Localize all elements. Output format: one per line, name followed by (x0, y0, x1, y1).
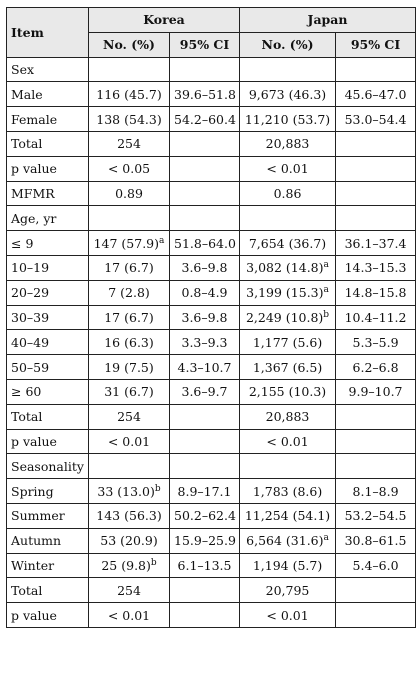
cell-text: 51.8–64.0 (174, 235, 236, 251)
header-korea-ci: 95% CI (170, 32, 240, 57)
table-row (7, 330, 416, 355)
row-label (7, 206, 89, 231)
table-row (7, 131, 416, 156)
table-row (7, 82, 416, 107)
row-label (7, 429, 89, 454)
table-row (7, 206, 416, 231)
table-cell (336, 131, 416, 156)
cell-text: 8.1–8.9 (352, 483, 399, 499)
row-label (7, 528, 89, 553)
table-cell (170, 330, 240, 355)
table-cell (170, 206, 240, 231)
cell-text: Sex (11, 61, 35, 77)
cell-text: Total (11, 136, 43, 152)
cell-text: 10.4–11.2 (344, 309, 407, 325)
cell-text: ≤ 9 (11, 235, 34, 251)
cell-text: 1,367 (6.5) (252, 359, 323, 375)
table-cell (240, 553, 336, 578)
table-row (7, 280, 416, 305)
cell-text: 9.9–10.7 (348, 384, 403, 400)
row-label (7, 379, 89, 404)
table-cell (336, 231, 416, 256)
row-label (7, 57, 89, 82)
cell-text: 2,155 (10.3) (248, 384, 327, 400)
header-row-groups (7, 8, 416, 33)
table-row (7, 553, 416, 578)
data-table (6, 7, 416, 628)
table-cell (336, 479, 416, 504)
table-row (7, 231, 416, 256)
cell-text: p value (11, 607, 57, 623)
row-label (7, 305, 89, 330)
cell-text: 14.8–15.8 (344, 285, 407, 301)
table-cell (240, 454, 336, 479)
table-cell (240, 107, 336, 132)
table-cell (240, 429, 336, 454)
table-row (7, 528, 416, 553)
table-cell (170, 355, 240, 380)
cell-text: 9,673 (46.3) (248, 86, 327, 102)
table-cell (170, 603, 240, 628)
cell-text: 3,082 (14.8) (246, 260, 324, 276)
table-cell (89, 156, 170, 181)
cell-text: 138 (54.3) (96, 111, 162, 127)
footnote-marker: b (150, 557, 157, 568)
table-cell (336, 503, 416, 528)
table-cell (240, 305, 336, 330)
table-cell (336, 553, 416, 578)
row-label (7, 280, 89, 305)
table-cell (89, 280, 170, 305)
table-cell (240, 330, 336, 355)
footnote-marker: a (323, 532, 329, 543)
table-cell (240, 231, 336, 256)
cell-text: 6.2–6.8 (352, 359, 399, 375)
cell-text: 6.1–13.5 (177, 557, 232, 573)
table-cell (170, 379, 240, 404)
row-label (7, 578, 89, 603)
table-cell (336, 330, 416, 355)
table-cell (170, 255, 240, 280)
table-cell (336, 603, 416, 628)
cell-text: 30.8–61.5 (344, 533, 407, 549)
cell-text: 53 (20.9) (100, 533, 158, 549)
table-cell (336, 181, 416, 206)
table-cell (89, 454, 170, 479)
cell-text: 53.2–54.5 (344, 508, 407, 524)
table-row (7, 503, 416, 528)
table-cell (89, 503, 170, 528)
cell-text: 54.2–60.4 (174, 111, 236, 127)
table-cell (170, 107, 240, 132)
cell-text: 5.4–6.0 (352, 557, 399, 573)
table-row (7, 255, 416, 280)
cell-text: 19 (7.5) (104, 359, 154, 375)
table-row (7, 57, 416, 82)
table-cell (336, 578, 416, 603)
table-cell (240, 355, 336, 380)
cell-text: 254 (117, 582, 141, 598)
table-cell (170, 454, 240, 479)
table-cell (89, 131, 170, 156)
table-cell (170, 553, 240, 578)
table-row (7, 479, 416, 504)
table-cell (89, 255, 170, 280)
cell-text: Female (11, 111, 58, 127)
footnote-marker: b (154, 483, 161, 494)
cell-text: 20,883 (265, 136, 310, 152)
table-row (7, 107, 416, 132)
table-cell (89, 107, 170, 132)
cell-text: 25 (9.8) (101, 557, 151, 573)
table-cell (240, 82, 336, 107)
table-cell (170, 181, 240, 206)
table-cell (170, 131, 240, 156)
cell-text: 254 (117, 409, 141, 425)
cell-text: 0.86 (273, 185, 302, 201)
cell-text: Winter (11, 557, 55, 573)
cell-text: 20–29 (11, 285, 50, 301)
table-cell (336, 379, 416, 404)
header-japan-no: No. (%) (240, 32, 336, 57)
table-cell (170, 429, 240, 454)
cell-text: 40–49 (11, 334, 50, 350)
row-label (7, 404, 89, 429)
table-cell (89, 479, 170, 504)
cell-text: 10–19 (11, 260, 50, 276)
table-cell (170, 479, 240, 504)
footnote-marker: a (323, 285, 329, 295)
header-japan: Japan (240, 8, 416, 33)
table-row (7, 305, 416, 330)
table-cell (240, 156, 336, 181)
cell-text: 1,177 (5.6) (252, 334, 323, 350)
table-cell (170, 231, 240, 256)
cell-text: 11,210 (53.7) (244, 111, 331, 127)
cell-text: < 0.01 (107, 433, 151, 449)
cell-text: 116 (45.7) (96, 86, 162, 102)
cell-text: Male (11, 86, 43, 102)
table-cell (336, 429, 416, 454)
table-body (7, 57, 416, 627)
row-label (7, 181, 89, 206)
cell-text: 16 (6.3) (104, 334, 154, 350)
cell-text: 0.89 (115, 185, 143, 201)
table-row (7, 379, 416, 404)
table-cell (336, 404, 416, 429)
cell-text: 39.6–51.8 (174, 86, 236, 102)
table-cell (89, 330, 170, 355)
table-cell (336, 280, 416, 305)
cell-text: 36.1–37.4 (344, 235, 407, 251)
cell-text: 20,883 (265, 409, 310, 425)
footnote-marker: a (159, 235, 165, 246)
cell-text: 4.3–10.7 (177, 359, 232, 375)
cell-text: 50.2–62.4 (174, 508, 236, 524)
table-cell (336, 355, 416, 380)
table-cell (336, 305, 416, 330)
row-label (7, 131, 89, 156)
cell-text: 14.3–15.3 (344, 260, 407, 276)
row-label (7, 503, 89, 528)
cell-text: 7 (2.8) (108, 285, 150, 301)
table-cell (240, 131, 336, 156)
table-row (7, 578, 416, 603)
table-cell (240, 578, 336, 603)
cell-text: 3.6–9.8 (181, 260, 228, 276)
table-cell (240, 280, 336, 305)
table-cell (170, 305, 240, 330)
row-label (7, 82, 89, 107)
row-label (7, 479, 89, 504)
row-label (7, 355, 89, 380)
cell-text: 0.8–4.9 (181, 285, 228, 301)
row-label (7, 107, 89, 132)
cell-text: 2,249 (10.8) (245, 309, 324, 325)
cell-text: Total (11, 409, 43, 425)
table-cell (240, 379, 336, 404)
cell-text: 33 (13.0) (97, 483, 155, 499)
table-cell (89, 429, 170, 454)
table-row (7, 156, 416, 181)
cell-text: 1,783 (8.6) (252, 483, 323, 499)
cell-text: < 0.05 (107, 161, 151, 177)
table-cell (336, 528, 416, 553)
cell-text: 1,194 (5.7) (252, 557, 323, 573)
table-cell (240, 206, 336, 231)
table-cell (170, 578, 240, 603)
table-row (7, 404, 416, 429)
cell-text: 45.6–47.0 (344, 86, 407, 102)
table-cell (89, 355, 170, 380)
footnote-marker: b (323, 309, 330, 320)
header-korea-no: No. (%) (89, 32, 170, 57)
cell-text: 3.3–9.3 (181, 334, 228, 350)
table-cell (336, 255, 416, 280)
table-cell (89, 603, 170, 628)
cell-text: 11,254 (54.1) (244, 508, 331, 524)
cell-text: 143 (56.3) (96, 508, 162, 524)
cell-text: 31 (6.7) (104, 384, 154, 400)
table-cell (89, 305, 170, 330)
table-cell (89, 379, 170, 404)
cell-text: 3.6–9.7 (181, 384, 228, 400)
table-cell (89, 181, 170, 206)
table-cell (240, 528, 336, 553)
cell-text: 50–59 (11, 359, 50, 375)
cell-text: ≥ 60 (11, 384, 42, 400)
cell-text: 15.9–25.9 (174, 533, 236, 549)
table-cell (89, 57, 170, 82)
row-label (7, 454, 89, 479)
cell-text: Spring (11, 483, 54, 499)
table-cell (89, 553, 170, 578)
table-container (6, 7, 416, 628)
cell-text: p value (11, 433, 57, 449)
table-cell (170, 82, 240, 107)
row-label (7, 330, 89, 355)
cell-text: 30–39 (11, 309, 50, 325)
header-japan-ci: 95% CI (336, 32, 416, 57)
header-item: Item (7, 8, 89, 58)
table-cell (89, 404, 170, 429)
table-cell (336, 454, 416, 479)
table-row (7, 454, 416, 479)
table-cell (240, 255, 336, 280)
row-label (7, 603, 89, 628)
table-cell (89, 528, 170, 553)
table-cell (240, 603, 336, 628)
cell-text: < 0.01 (107, 607, 151, 623)
table-cell (240, 404, 336, 429)
cell-text: Autumn (11, 533, 62, 549)
cell-text: < 0.01 (266, 161, 309, 177)
table-cell (89, 578, 170, 603)
table-cell (336, 206, 416, 231)
cell-text: 17 (6.7) (104, 260, 154, 276)
table-header (7, 8, 416, 58)
table-cell (89, 231, 170, 256)
table-cell (170, 57, 240, 82)
cell-text: Age, yr (11, 210, 57, 226)
row-label (7, 231, 89, 256)
table-cell (170, 404, 240, 429)
cell-text: p value (11, 161, 57, 177)
table-row (7, 355, 416, 380)
table-cell (336, 57, 416, 82)
footnote-marker: a (323, 260, 329, 271)
cell-text: 147 (57.9) (93, 235, 160, 251)
cell-text: 53.0–54.4 (344, 111, 407, 127)
row-label (7, 255, 89, 280)
cell-text: Seasonality (11, 458, 84, 474)
table-cell (89, 206, 170, 231)
cell-text: 17 (6.7) (104, 309, 154, 325)
table-row (7, 603, 416, 628)
cell-text: < 0.01 (266, 433, 309, 449)
cell-text: 6,564 (31.6) (246, 533, 324, 549)
cell-text: Total (11, 582, 43, 598)
table-cell (336, 82, 416, 107)
cell-text: MFMR (11, 185, 55, 201)
cell-text: 7,654 (36.7) (248, 235, 327, 251)
table-row (7, 181, 416, 206)
table-cell (240, 503, 336, 528)
table-cell (170, 503, 240, 528)
cell-text: Summer (11, 508, 65, 524)
cell-text: 3.6–9.8 (181, 309, 228, 325)
cell-text: 3,199 (15.3) (246, 285, 324, 301)
cell-text: < 0.01 (266, 607, 309, 623)
table-cell (240, 181, 336, 206)
table-cell (89, 82, 170, 107)
table-cell (170, 280, 240, 305)
table-cell (336, 156, 416, 181)
cell-text: 254 (117, 136, 141, 152)
cell-text: 8.9–17.1 (177, 483, 232, 499)
header-korea: Korea (89, 8, 240, 33)
cell-text: 20,795 (265, 582, 310, 598)
row-label (7, 553, 89, 578)
table-cell (240, 57, 336, 82)
table-cell (336, 107, 416, 132)
table-row (7, 429, 416, 454)
row-label (7, 156, 89, 181)
table-cell (170, 156, 240, 181)
cell-text: 5.3–5.9 (352, 334, 399, 350)
table-cell (240, 479, 336, 504)
table-cell (170, 528, 240, 553)
